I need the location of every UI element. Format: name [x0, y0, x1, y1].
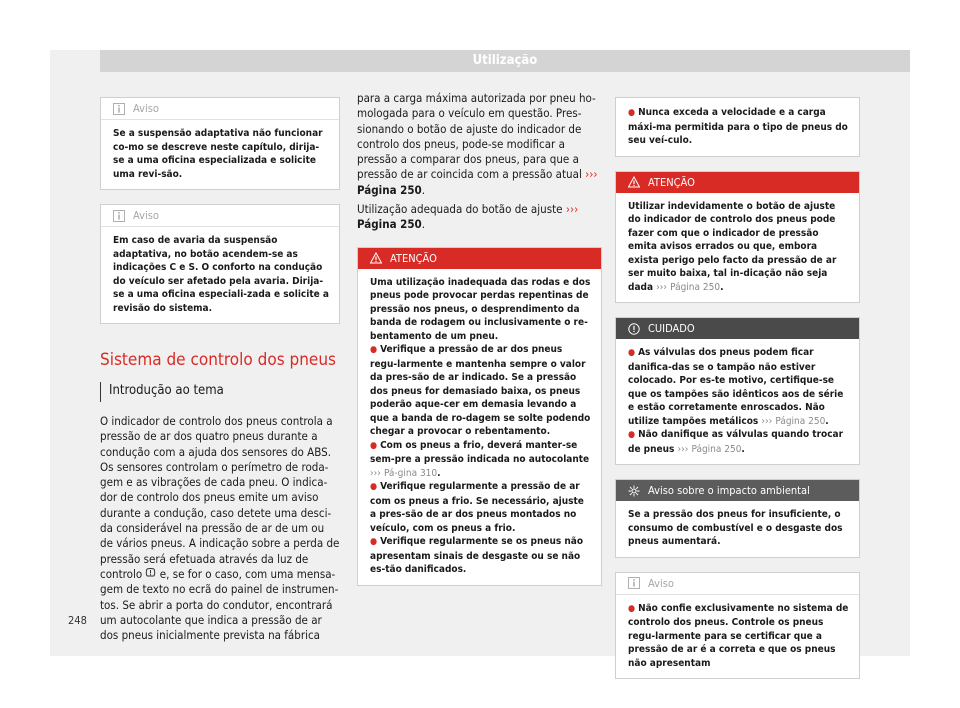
- aviso-body-1: [101, 120, 339, 189]
- page-header: Utilização: [100, 50, 910, 72]
- cuidado-bullet-2: ● Não danifique as válvulas quando trocar de pneus ››› Página 250.: [628, 429, 844, 455]
- usage-line: Utilização adequada do botão de ajuste ››› Página 250.: [357, 202, 579, 232]
- ambiental-label: Aviso sobre o impacto ambiental: [648, 484, 810, 497]
- page-ref-link[interactable]: Página 250: [775, 415, 826, 427]
- column-left: [100, 97, 340, 643]
- ref-arrow: ›››: [370, 467, 381, 479]
- intro-paragraph: [100, 414, 340, 643]
- page-number: 248: [68, 614, 87, 627]
- atencao-bullet-text: Verifique a pressão de ar dos pneus regu-larmente e mantenha sempre o valor da pres-são de ar indicado. Se a pressão dos pneus for demasiado baixa, os pneus poderão aque-cer em demasia levando a que a banda de ro-dagem se solte podendo chegar a provocar o rebentamento.: [370, 344, 591, 438]
- aviso-box-2: [100, 204, 340, 324]
- continued-body: [616, 98, 859, 156]
- aviso-box-1: [100, 97, 340, 190]
- section-title: Sistema de controlo dos pneus: [100, 350, 336, 370]
- manual-page: [50, 50, 910, 669]
- page-ref-link[interactable]: Página 250: [670, 281, 721, 293]
- atencao-box-right: [615, 171, 860, 304]
- aviso-header-right: [616, 573, 859, 595]
- info-icon: [113, 103, 125, 115]
- page-ref-link[interactable]: Página 250: [357, 182, 422, 197]
- atencao-bullet-text: Verifique regularmente se os pneus não apresentam sinais de desgaste ou se não es-tão danificados.: [370, 536, 584, 576]
- ref-arrow: ›››: [677, 443, 689, 455]
- atencao-label: ATENÇÃO: [390, 251, 437, 265]
- ambiental-box: [615, 479, 860, 558]
- aviso-text-2: Em caso de avaria da suspensão adaptativa, no botão acendem-se as indicações C e S. O conforto na condução do veículo ser afetado pela avaria. Dirija-se a uma oficina especiali-zada e solicite a revisão do sistema.: [113, 235, 329, 314]
- aviso-bullet-text: Não confie exclusivamente no sistema de controlo dos pneus. Controle os pneus regu-larmente para se certificar que a pressão de ar é a correta e que os pneus não apresentam: [628, 602, 849, 669]
- atencao-box: [357, 247, 602, 586]
- info-icon: [113, 210, 125, 222]
- atencao-header-right: [616, 172, 859, 193]
- aviso-label-1: Aviso: [133, 102, 159, 115]
- cuidado-header: [616, 318, 859, 339]
- usage-text: Utilização adequada do botão de ajuste: [357, 202, 563, 217]
- ambiental-body: [616, 501, 859, 557]
- environment-icon: [628, 485, 640, 497]
- page-ref-link[interactable]: Página 250: [691, 443, 742, 455]
- atencao-bullet-2: ● Com os pneus a frio, deverá manter-se sem-pre a pressão indicada no autocolante ››› Pá-gina 310.: [370, 439, 590, 479]
- caution-icon: [628, 323, 640, 335]
- column-right: [615, 97, 860, 679]
- atencao-bullet-text: Verifique regularmente a pressão de ar com os pneus a frio. Se necessário, ajuste a pres-são de ar dos pneus montados no veículo, com os pneus a frio.: [370, 481, 584, 534]
- continued-bullet: ● Nunca exceda a velocidade e a carga máxi-ma permitida para o tipo de pneus do seu veí-culo.: [628, 107, 848, 146]
- page-ref-link[interactable]: Página 250: [357, 217, 422, 232]
- aviso-header-2: [101, 205, 339, 227]
- atencao-bullet-4: ● Verifique regularmente se os pneus não apresentam sinais de desgaste ou se não es-tão danificados.: [370, 536, 584, 576]
- cuidado-bullet-1: ● As válvulas dos pneus podem ficar danifica-das se o tampão não estiver colocado. Por es-te motivo, certifique-se que os tampões são idênticos aos de série e estão corretamente enroscados. Não utilize tampões metálicos ››› Página 250.: [628, 347, 844, 427]
- atencao-label-right: ATENÇÃO: [648, 175, 695, 189]
- cuidado-bullet-text: Não danifique as válvulas quando trocar de pneus: [628, 429, 844, 455]
- ref-arrow: ›››: [585, 167, 598, 182]
- cuidado-label: CUIDADO: [648, 322, 695, 335]
- aviso-body-right: [616, 595, 859, 679]
- aviso-label-right: Aviso: [648, 576, 674, 590]
- atencao-text: Utilizar indevidamente o botão de ajuste do indicador de controlo dos pneus pode fazer com que o indicador de pressão emita avisos errados ou que, embora exista perigo pelo facto da pressão de ar ser muito baixa, tal in-dicação não seja dada: [628, 200, 837, 293]
- info-icon: [628, 577, 640, 589]
- atencao-text: Uma utilização inadequada das rodas e dos pneus pode provocar perdas repentinas de pressão nos pneus, o desprendimento da banda de rodagem ou inclusivamente o re-bentamento de um pneu.: [370, 276, 591, 342]
- ref-arrow: ›››: [761, 415, 773, 427]
- cuidado-box: [615, 317, 860, 465]
- aviso-box-right: [615, 572, 860, 680]
- aviso-bullet: ● Não confie exclusivamente no sistema de controlo dos pneus. Controle os pneus regu-larmente para se certificar que a pressão de ar é a correta e que os pneus não apresentam: [628, 602, 849, 669]
- aviso-body-2: [101, 227, 339, 323]
- atencao-text-right: Utilizar indevidamente o botão de ajuste do indicador de controlo dos pneus pode fazer com que o indicador de pressão emita avisos errados ou que, embora exista perigo pelo facto da pressão de ar ser muito baixa, tal in-dicação não seja dada ››› Página 250.: [628, 200, 837, 293]
- ref-arrow: ›››: [565, 202, 579, 217]
- continued-box: [615, 97, 860, 157]
- continued-bullet-text: Nunca exceda a velocidade e a carga máxi-ma permitida para o tipo de pneus do seu veí-culo.: [628, 107, 848, 146]
- middle-paragraph: para a carga máxima autorizada por pneu ho-mologada para o veículo em questão. Pres-sionando o botão de ajuste do indicador de controlo dos pneus, pode-se modificar a pressão a comparar dos pneus, para que a pressão de ar coincida com a pressão atual ››› Página 250.: [357, 91, 598, 197]
- cuidado-bullet-text: As válvulas dos pneus podem ficar danifica-das se o tampão não estiver colocado. Por es-te motivo, certifique-se que os tampões são idênticos aos de série e estão corretamente enroscados. Não utilize tampões metálicos: [628, 347, 844, 427]
- middle-text: para a carga máxima autorizada por pneu ho-mologada para o veículo em questão. Pres-sionando o botão de ajuste do indicador de controlo dos pneus, pode-se modificar a pressão a comparar dos pneus, para que a pressão de ar coincida com a pressão atual: [357, 91, 596, 182]
- aviso-label-2: Aviso: [133, 209, 159, 222]
- aviso-header-1: [101, 98, 339, 120]
- intro-text-part2: e, se for o caso, com uma mensa-gem de texto no ecrã do painel de instrumen-tos. Se abrir a porta do condutor, encontrará um autocolante que indica a pressão de ar dos pneus inicialmente prevista na fábrica: [100, 566, 339, 643]
- atencao-header: [358, 248, 601, 269]
- warning-triangle-icon: [628, 176, 640, 188]
- atencao-bullet-text: Com os pneus a frio, deverá manter-se sem-pre a pressão indicada no autocolante: [370, 439, 590, 466]
- atencao-body-right: [616, 193, 859, 303]
- ref-arrow: ›››: [656, 281, 667, 293]
- ambiental-header: [616, 480, 859, 501]
- sub-title: Introdução ao tema: [100, 382, 340, 402]
- tire-pressure-warning-icon: [145, 567, 156, 578]
- cuidado-body: [616, 339, 859, 464]
- intro-text-part1: O indicador de controlo dos pneus controla a pressão de ar dos quatro pneus durante a condução com a ajuda dos sensores do ABS. Os sensores controlam o perímetro de roda-gem e as vibrações de cada pneu. O indica-dor de controlo dos pneus emite um aviso durante a condução, caso detete uma desci-da considerável na pressão de ar de um ou de vários pneus. A indicação sobre a perda de pressão será efetuada através da luz de controlo: [100, 414, 340, 581]
- page-ref-link[interactable]: Pá-gina 310: [383, 467, 438, 479]
- aviso-text-1: Se a suspensão adaptativa não funcionar co-mo se descreve neste capítulo, dirija-se a uma oficina especializada e solicite uma revi-são.: [113, 128, 323, 180]
- atencao-bullet-3: ● Verifique regularmente a pressão de ar com os pneus a frio. Se necessário, ajuste a pres-são de ar dos pneus montados no veículo, com os pneus a frio.: [370, 481, 584, 534]
- warning-triangle-icon: [370, 252, 382, 264]
- column-middle: [357, 91, 602, 600]
- ambiental-text: Se a pressão dos pneus for insuficiente, o consumo de combustível e o desgaste dos pneus aumentará.: [628, 509, 843, 547]
- atencao-bullet-1: ● Verifique a pressão de ar dos pneus regu-larmente e mantenha sempre o valor da pres-são de ar indicado. Se a pressão dos pneus for demasiado baixa, os pneus poderão aque-cer em demasia levando a que a banda de ro-dagem se solte podendo chegar a provocar o rebentamento.: [370, 344, 591, 438]
- atencao-body: [358, 269, 601, 585]
